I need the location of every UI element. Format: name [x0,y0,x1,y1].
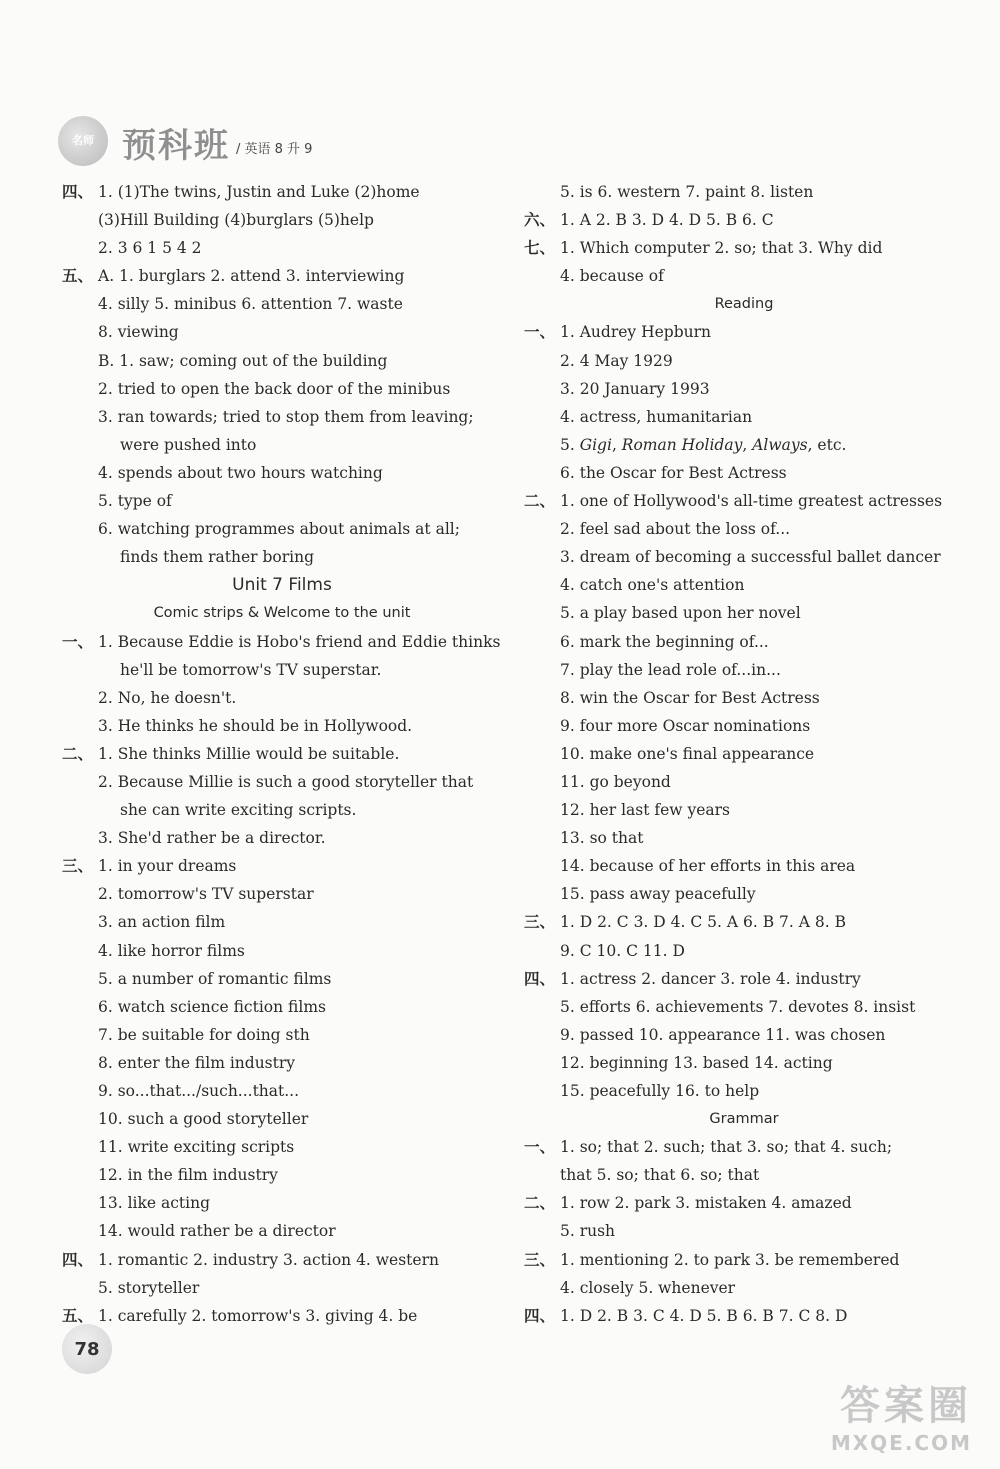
answer-line [62,318,502,346]
answer-line [524,599,964,627]
answer-text: , [742,435,753,454]
answer-text: 1. D 2. C 3. D 4. C 5. A 6. B 7. A 8. B [560,913,846,932]
answer-line [62,908,502,936]
answer-line [62,403,502,431]
answer-line [524,1049,964,1077]
answer-text: 3. an action film [98,913,226,932]
answer-text: 5. a play based upon her novel [560,604,801,623]
answer-line [524,1189,964,1217]
answer-line [62,543,502,571]
answer-text: 2. 4 May 1929 [560,351,673,370]
page-number: 78 [74,1338,100,1360]
answer-text: 7. play the lead role of...in... [560,660,781,679]
answer-text: 10. such a good storyteller [98,1110,309,1129]
answer-line [524,684,964,712]
answer-line [524,656,964,684]
answer-text: 4. spends about two hours watching [98,463,383,482]
answer-text: 5. type of [98,492,172,511]
answer-line [62,1217,502,1245]
answer-text: 5. a number of romantic films [98,969,332,988]
answer-text: 3. He thinks he should be in Hollywood. [98,716,413,735]
answer-text: 1. Audrey Hepburn [560,323,711,342]
watermark-url: MXQE.COM [830,1431,972,1455]
answer-line [62,796,502,824]
answer-line [62,684,502,712]
answer-line [62,1189,502,1217]
answer-text: 4. like horror films [98,941,245,960]
question-group-marker: 四、 [62,183,94,201]
answer-text: 12. in the film industry [98,1166,278,1185]
answer-line [524,824,964,852]
book-subtitle: / 英语 8 升 9 [236,142,313,157]
answer-line [62,768,502,796]
answer-text: 1. actress 2. dancer 3. role 4. industry [560,969,861,988]
answer-line [62,262,502,290]
answer-text: 5. [560,435,580,454]
answer-text: 1. She thinks Millie would be suitable. [98,744,400,763]
answer-text: B. 1. saw; coming out of the building [98,351,388,370]
answer-text: 3. dream of becoming a successful ballet dancer [560,548,941,567]
question-group-marker: 三、 [524,913,556,932]
answer-line [62,965,502,993]
answer-line [524,318,964,346]
answer-text: 5. efforts 6. achievements 7. devotes 8. insist [560,997,916,1016]
answer-text: 8. enter the film industry [98,1053,296,1072]
answer-text: 1. so; that 2. such; that 3. so; that 4. such; [560,1138,893,1157]
answer-text: 5. rush [560,1222,616,1241]
answer-text: 3. ran towards; tried to stop them from leaving; [98,407,474,426]
question-group-marker: 一、 [524,323,556,342]
question-group-marker: 二、 [524,492,556,511]
answer-column-right [524,178,964,1330]
page-header [58,112,458,172]
answer-text: 15. pass away peacefully [560,885,756,904]
answer-line [62,1133,502,1161]
answer-line [62,487,502,515]
answer-line [524,740,964,768]
answer-line [62,880,502,908]
answer-line [62,178,502,206]
answer-text: 3. 20 January 1993 [560,379,710,398]
answer-line [62,1302,502,1330]
question-group-marker: 二、 [524,1194,556,1213]
answer-text: 6. watching programmes about animals at all; [98,520,460,539]
film-title: Always [752,435,808,454]
answer-text: 11. write exciting scripts [98,1138,295,1157]
answer-line [62,993,502,1021]
answer-text: 6. the Oscar for Best Actress [560,463,787,482]
answer-text: 2. Because Millie is such a good storyteller that [98,772,474,791]
question-group-marker: 六、 [524,211,556,230]
answer-line [62,628,502,656]
answer-line [524,543,964,571]
answer-text: 6. watch science fiction films [98,997,326,1016]
answer-text: 1. romantic 2. industry 3. action 4. western [98,1250,439,1269]
answer-line [524,234,964,262]
answer-line [524,993,964,1021]
answer-text: 1. in your dreams [98,857,237,876]
answer-line [62,1161,502,1189]
answer-line [62,712,502,740]
answer-line [524,1217,964,1245]
question-group-marker: 五、 [62,1306,94,1325]
answer-text: he'll be tomorrow's TV superstar. [120,660,382,679]
answer-text: 1. Because Eddie is Hobo's friend and Eddie thinks [98,632,501,651]
answer-line [62,1246,502,1274]
answer-text: 11. go beyond [560,772,671,791]
page-number-badge [62,1324,112,1374]
answer-text: (3)Hill Building (4)burglars (5)help [98,211,374,230]
answer-text: 1. one of Hollywood's all-time greatest actresses [560,492,943,511]
answer-text: 2. feel sad about the loss of... [560,520,791,539]
answer-line [62,234,502,262]
answer-text: 12. beginning 13. based 14. acting [560,1053,833,1072]
answer-line [524,768,964,796]
answer-line [524,206,964,234]
answer-text: 15. peacefully 16. to help [560,1082,760,1100]
answer-text: 13. like acting [98,1194,210,1213]
answer-text: 7. be suitable for doing sth [98,1025,310,1044]
answer-line [62,824,502,852]
question-group-marker: 七、 [524,239,556,258]
film-title: Roman Holiday [621,435,743,454]
answer-text: 4. catch one's attention [560,576,745,595]
answer-line [524,487,964,515]
answer-line [524,965,964,993]
answer-text: 14. because of her efforts in this area [560,857,856,876]
answer-text: 8. win the Oscar for Best Actress [560,688,820,707]
answer-line [524,1274,964,1302]
answer-text: 5. is 6. western 7. paint 8. listen [560,183,814,201]
answer-text: 1. D 2. B 3. C 4. D 5. B 6. B 7. C 8. D [560,1306,848,1325]
answer-text: 6. mark the beginning of... [560,632,769,651]
question-group-marker: 三、 [62,857,94,876]
answer-text: , etc. [807,435,847,454]
answer-line [524,1246,964,1274]
answer-line [524,515,964,543]
watermark [831,1374,972,1455]
answer-line [524,628,964,656]
answer-text: 4. silly 5. minibus 6. attention 7. waste [98,295,403,314]
answer-line [62,740,502,768]
section-heading: Grammar [709,1111,779,1128]
question-group-marker: 四、 [524,969,556,988]
answer-text: 9. passed 10. appearance 11. was chosen [560,1025,886,1044]
answer-line [62,290,502,318]
answer-text: 8. viewing [98,323,179,342]
answer-line [524,262,964,290]
answer-text: were pushed into [120,435,257,454]
answer-text: 2. tomorrow's TV superstar [98,885,314,904]
answer-line [524,1021,964,1049]
answer-line [62,459,502,487]
answer-text: 1. mentioning 2. to park 3. be remembered [560,1250,900,1269]
answer-line [524,937,964,965]
answer-text: she can write exciting scripts. [120,801,357,820]
answer-line [62,431,502,459]
answer-text: 13. so that [560,829,644,848]
answer-line [524,908,964,936]
answer-column-left [62,178,502,1330]
section-heading: Reading [714,296,774,313]
answer-line [62,1049,502,1077]
answer-line [524,852,964,880]
answer-line [524,431,964,459]
answer-line [524,1133,964,1161]
answer-text: 1. Which computer 2. so; that 3. Why did [560,239,883,258]
answer-text: 12. her last few years [560,801,731,820]
answer-text: A. 1. burglars 2. attend 3. interviewing [98,267,405,286]
answer-text: 1. A 2. B 3. D 4. D 5. B 6. C [560,211,774,230]
answer-text: 4. because of [560,267,664,286]
answer-line [524,1161,964,1189]
question-group-marker: 二、 [62,744,94,763]
answer-line [524,459,964,487]
question-group-marker: 一、 [62,632,94,651]
answer-line [524,403,964,431]
question-group-marker: 四、 [524,1306,556,1325]
answer-text: 2. No, he doesn't. [98,688,237,707]
answer-line [524,712,964,740]
answer-text: 1. (1)The twins, Justin and Luke (2)home [98,183,420,201]
question-group-marker: 一、 [524,1138,556,1157]
answer-text: 1. carefully 2. tomorrow's 3. giving 4. be [98,1306,418,1325]
answer-line [62,347,502,375]
answer-line [524,1077,964,1105]
brand-logo-icon [58,116,108,166]
answer-line [62,1274,502,1302]
answer-text: 2. tried to open the back door of the minibus [98,379,451,398]
question-group-marker: 五、 [62,267,94,286]
unit-heading: Unit 7 Films [232,575,332,596]
section-heading: Comic strips & Welcome to the unit [153,605,411,622]
answer-line [62,206,502,234]
answer-line [524,375,964,403]
logo-badge-text: 名师 [72,134,94,147]
answer-line [62,1077,502,1105]
film-title: Gigi [579,435,612,454]
answer-text: 14. would rather be a director [98,1222,336,1241]
answer-line [524,880,964,908]
answer-text: 4. closely 5. whenever [560,1278,736,1297]
answer-line [62,656,502,684]
question-group-marker: 四、 [62,1250,94,1269]
answer-text: , [611,435,622,454]
answer-text: 9. C 10. C 11. D [560,941,685,960]
answer-text: 1. row 2. park 3. mistaken 4. amazed [560,1194,852,1213]
answer-text: 4. actress, humanitarian [560,407,753,426]
watermark-logo: 答案圈 [840,1383,972,1429]
answer-text: 9. so...that.../such...that... [98,1082,300,1100]
answer-line [62,1021,502,1049]
question-group-marker: 三、 [524,1250,556,1269]
answer-text: that 5. so; that 6. so; that [560,1166,760,1185]
answer-line [524,1302,964,1330]
answer-text: finds them rather boring [120,548,315,567]
answer-line [62,515,502,543]
answer-text: 3. She'd rather be a director. [98,829,326,848]
answer-text: 9. four more Oscar nominations [560,716,811,735]
answer-text: 5. storyteller [98,1278,200,1297]
answer-line [524,347,964,375]
answer-line [524,796,964,824]
answer-text: 2. 3 6 1 5 4 2 [98,239,202,258]
answer-text: 10. make one's final appearance [560,744,815,763]
answer-line [62,1105,502,1133]
answer-line [524,571,964,599]
answer-line [62,852,502,880]
answer-line [62,375,502,403]
answer-line [62,937,502,965]
answer-line [524,178,964,206]
book-title: 预科班 [122,126,230,166]
